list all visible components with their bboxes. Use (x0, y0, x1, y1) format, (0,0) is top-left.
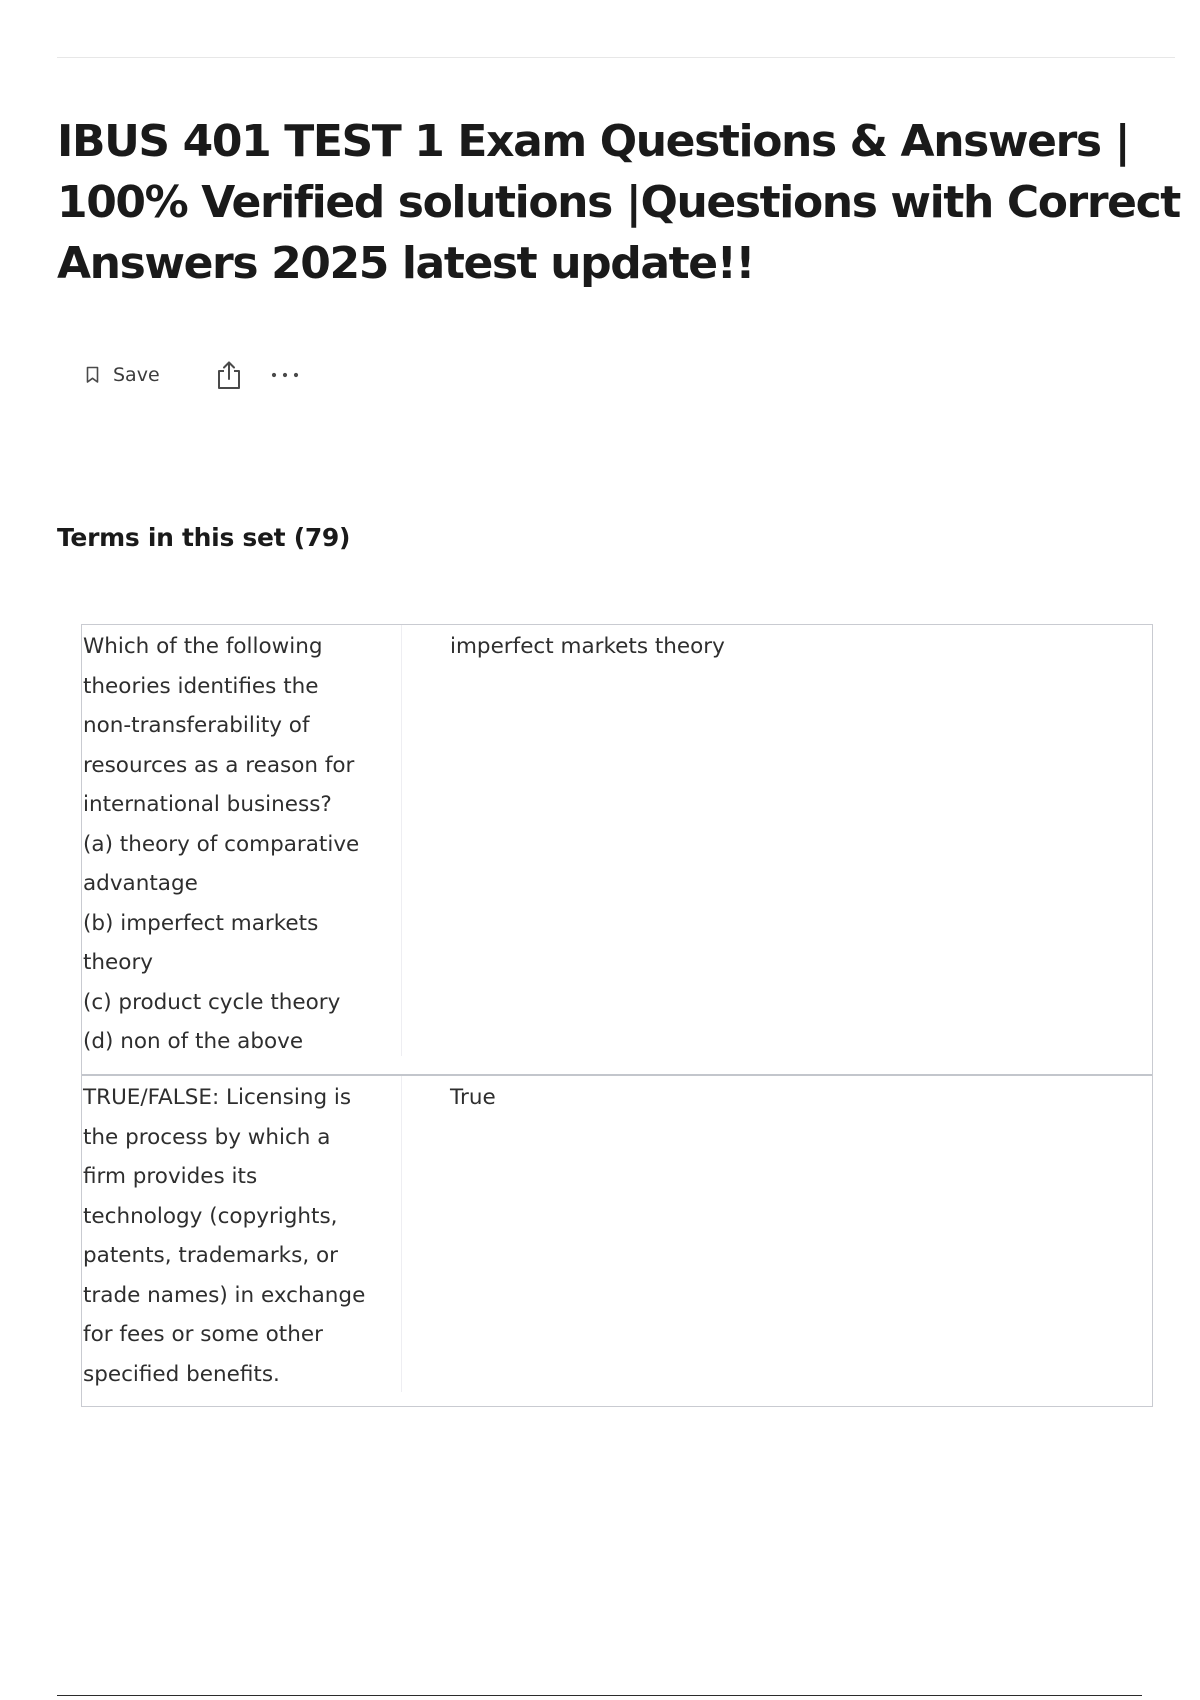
page-title: IBUS 401 TEST 1 Exam Questions & Answers | 100% Verified solutions |Questions with Correct Answers 2025 latest update!! (57, 116, 1180, 289)
more-options-button[interactable] (270, 370, 300, 380)
terms-count-heading: Terms in this set (79) (57, 523, 351, 552)
term-card (82, 1074, 1152, 1406)
term-card (82, 625, 1152, 1074)
term-text: Which of the following theories identifies the non-transferability of resources as a reason for international business? (a) theory of comparative advantage (b) imperfect markets theory (c) product cycle theory (d) non of the above (82, 625, 402, 1056)
top-divider (57, 57, 1175, 58)
more-options-icon (270, 370, 300, 380)
save-label: Save (113, 364, 160, 386)
share-icon (216, 360, 242, 390)
terms-table (81, 624, 1153, 1407)
bookmark-icon (86, 366, 99, 384)
definition-text: True (450, 1085, 496, 1110)
action-bar (86, 355, 300, 395)
bottom-divider (57, 1695, 1142, 1696)
definition-text: imperfect markets theory (450, 634, 725, 659)
share-button[interactable] (216, 360, 242, 390)
term-text: TRUE/FALSE: Licensing is the process by which a firm provides its technology (copyrights, patents, trademarks, or trade names) in exchange for fees or some other specified benefits. (82, 1076, 402, 1392)
save-button[interactable] (86, 364, 160, 386)
